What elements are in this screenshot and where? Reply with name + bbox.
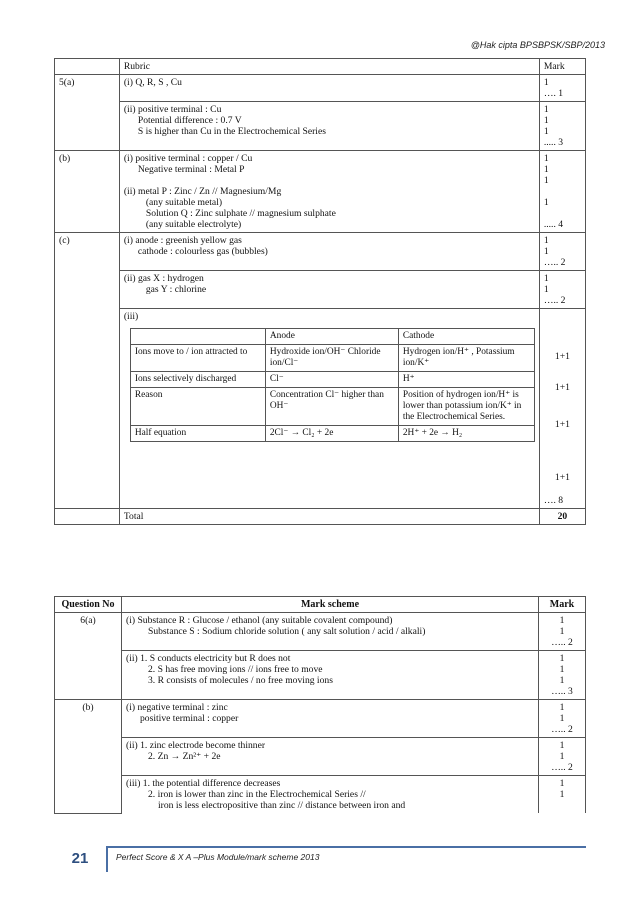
mark-value: 1 [543, 273, 549, 284]
table-row [130, 329, 534, 345]
rubric-table-5 [54, 58, 586, 525]
table-header: Cathode [398, 329, 534, 345]
mark-value: 1 [559, 713, 565, 724]
mark-value: 1+1 [554, 382, 570, 393]
electrolysis-table [130, 328, 535, 442]
mark-header: Mark [539, 597, 586, 613]
answer-line: Substance S : Sodium chloride solution ( any salt solution / acid / alkali) [148, 626, 426, 637]
answer-line: (i) negative terminal : zinc [126, 702, 228, 713]
mark-cell [539, 651, 586, 700]
answer-cell [122, 651, 539, 700]
table-row [55, 738, 586, 776]
mark-value: 1 [559, 789, 565, 800]
mark-cell [539, 271, 585, 309]
mark-value: 1 [543, 284, 549, 295]
answer-line: Solution Q : Zinc sulphate // magnesium sulphate [145, 208, 336, 219]
mark-subtotal: ….. 2 [551, 762, 573, 773]
answer-cell [119, 151, 539, 233]
question-label: 6(a) [55, 613, 122, 700]
question-cell [55, 509, 120, 525]
table-row [130, 372, 534, 388]
answer-line: (ii) metal P : Zinc / Zn // Magnesium/Mg [123, 186, 282, 197]
footer-divider [106, 846, 586, 848]
answer-line: S is higher than Cu in the Electrochemical Series [137, 126, 326, 137]
rubric-header: Rubric [119, 59, 539, 75]
answer-line: (ii) 1. S conducts electricity but R does not [126, 653, 291, 664]
table-header: Anode [265, 329, 398, 345]
table-cell: Cl⁻ [265, 372, 398, 388]
mark-value: 1 [559, 626, 565, 637]
mark-value: 1 [543, 104, 549, 115]
mark-value: 1+1 [554, 351, 570, 362]
mark-cell [539, 309, 585, 509]
table-row [130, 426, 534, 442]
mark-value: 1 [543, 235, 549, 246]
question-label: 5(a) [55, 75, 120, 151]
table-row [55, 233, 586, 271]
answer-line: (any suitable electrolyte) [145, 219, 242, 230]
mark-value: 1 [559, 778, 565, 789]
answer-line: (i) Substance R : Glucose / ethanol (any suitable covalent compound) [126, 615, 393, 626]
question-cell [55, 59, 120, 75]
answer-cell [119, 75, 539, 102]
table-cell: Ions move to / ion attracted to [130, 345, 265, 372]
table-row [55, 271, 586, 309]
mark-value: 1+1 [554, 472, 570, 483]
mark-value: 1 [543, 246, 549, 257]
mark-value: 1 [543, 164, 549, 175]
table-cell: Concentration Cl⁻ higher than OH⁻ [265, 388, 398, 426]
question-label: (c) [55, 233, 120, 509]
answer-cell [122, 776, 539, 814]
answer-line: gas Y : chlorine [145, 284, 207, 295]
page-footer [54, 846, 586, 872]
total-label: Total [119, 509, 539, 525]
mark-value: 1 [543, 126, 549, 137]
answer-line: (any suitable metal) [145, 197, 223, 208]
answer-line: 2. iron is lower than zinc in the Electrochemical Series // [148, 789, 366, 800]
mark-subtotal: ….. 3 [551, 686, 573, 697]
mark-value: 1 [559, 664, 565, 675]
mark-value: 1 [559, 675, 565, 686]
answer-line: (i) positive terminal : copper / Cu [123, 153, 253, 164]
mark-subtotal: ….. 2 [543, 295, 566, 306]
table-row [55, 700, 586, 738]
mark-value: 1 [543, 153, 549, 164]
mark-header: Mark [539, 59, 585, 75]
answer-cell [122, 700, 539, 738]
answer-line: (iii) [123, 311, 139, 322]
table-cell: Reason [130, 388, 265, 426]
table-row [55, 75, 586, 102]
table-cell [130, 329, 265, 345]
answer-line: 2. S has free moving ions // ions free to move [148, 664, 323, 675]
mark-cell [539, 233, 585, 271]
table-row [55, 597, 586, 613]
mark-subtotal: ….. 2 [543, 257, 566, 268]
question-header: Question No [55, 597, 122, 613]
mark-value: 1 [559, 740, 565, 751]
answer-line: Potential difference : 0.7 V [137, 115, 242, 126]
copyright-header: @Hak cipta BPSBPSK/SBP/2013 [470, 40, 605, 50]
question-label: (b) [55, 700, 122, 814]
table-cell: Position of hydrogen ion/H⁺ is lower than potassium ion/K⁺ in the Electrochemical Series. [398, 388, 534, 426]
answer-line: iron is less electropositive than zinc // distance between iron and [158, 800, 406, 811]
mark-value: 1 [543, 77, 549, 88]
answer-cell [119, 233, 539, 271]
answer-cell [119, 271, 539, 309]
mark-value: 1 [559, 751, 565, 762]
mark-subtotal: ….. 2 [551, 637, 573, 648]
table-row [55, 613, 586, 651]
answer-cell [119, 102, 539, 151]
mark-value: 1 [559, 615, 565, 626]
mark-cell [539, 102, 585, 151]
answer-line: 2. Zn → Zn²⁺ + 2e [148, 751, 221, 762]
mark-cell [539, 700, 586, 738]
table-cell: Ions selectively discharged [130, 372, 265, 388]
answer-cell [122, 738, 539, 776]
table-row [55, 59, 586, 75]
table-row [55, 509, 586, 525]
table-row [130, 388, 534, 426]
footer-text: Perfect Score & X A –Plus Module/mark scheme 2013 [116, 852, 320, 862]
mark-cell [539, 738, 586, 776]
answer-line: (ii) positive terminal : Cu [123, 104, 222, 115]
mark-cell [539, 75, 585, 102]
answer-line: (ii) gas X : hydrogen [123, 273, 204, 284]
mark-value: 1+1 [554, 419, 570, 430]
page-number: 21 [54, 846, 108, 872]
answer-cell [119, 309, 539, 509]
answer-line: (i) Q, R, S , Cu [123, 77, 182, 88]
table-cell: 2H⁺ + 2e → H₂ [398, 426, 534, 442]
mark-subtotal: …. 8 [543, 495, 564, 506]
table-cell: 2Cl⁻ → Cl₂ + 2e [265, 426, 398, 442]
answer-line: cathode : colourless gas (bubbles) [137, 246, 268, 257]
answer-line: Negative terminal : Metal P [137, 164, 245, 175]
table-cell: Hydroxide ion/OH⁻ Chloride ion/Cl⁻ [265, 345, 398, 372]
scheme-header: Mark scheme [122, 597, 539, 613]
table-cell: Hydrogen ion/H⁺ , Potassium ion/K⁺ [398, 345, 534, 372]
table-cell: Half equation [130, 426, 265, 442]
answer-line: (ii) 1. zinc electrode become thinner [126, 740, 266, 751]
table-row [55, 151, 586, 233]
answer-cell [122, 613, 539, 651]
mark-subtotal: ..... 4 [543, 219, 564, 230]
mark-value: 1 [543, 115, 549, 126]
mark-value: 1 [559, 702, 565, 713]
answer-line: (iii) 1. the potential difference decreases [126, 778, 281, 789]
mark-value: 1 [543, 175, 549, 186]
table-row [55, 309, 586, 509]
table-row [130, 345, 534, 372]
question-label: (b) [55, 151, 120, 233]
mark-scheme-table-6 [54, 596, 586, 814]
mark-subtotal: …. 1 [543, 88, 564, 99]
mark-subtotal: ….. 2 [551, 724, 573, 735]
table-row [55, 102, 586, 151]
table-cell: H⁺ [398, 372, 534, 388]
answer-line: positive terminal : copper [140, 713, 239, 724]
answer-line: (i) anode : greenish yellow gas [123, 235, 242, 246]
mark-subtotal: ..... 3 [543, 137, 564, 148]
table-row [55, 651, 586, 700]
mark-value: 1 [559, 653, 565, 664]
mark-cell [539, 776, 586, 814]
mark-value: 1 [543, 197, 549, 208]
total-value: 20 [539, 509, 585, 525]
mark-cell [539, 151, 585, 233]
mark-cell [539, 613, 586, 651]
table-row [55, 776, 586, 814]
answer-line: 3. R consists of molecules / no free moving ions [148, 675, 333, 686]
